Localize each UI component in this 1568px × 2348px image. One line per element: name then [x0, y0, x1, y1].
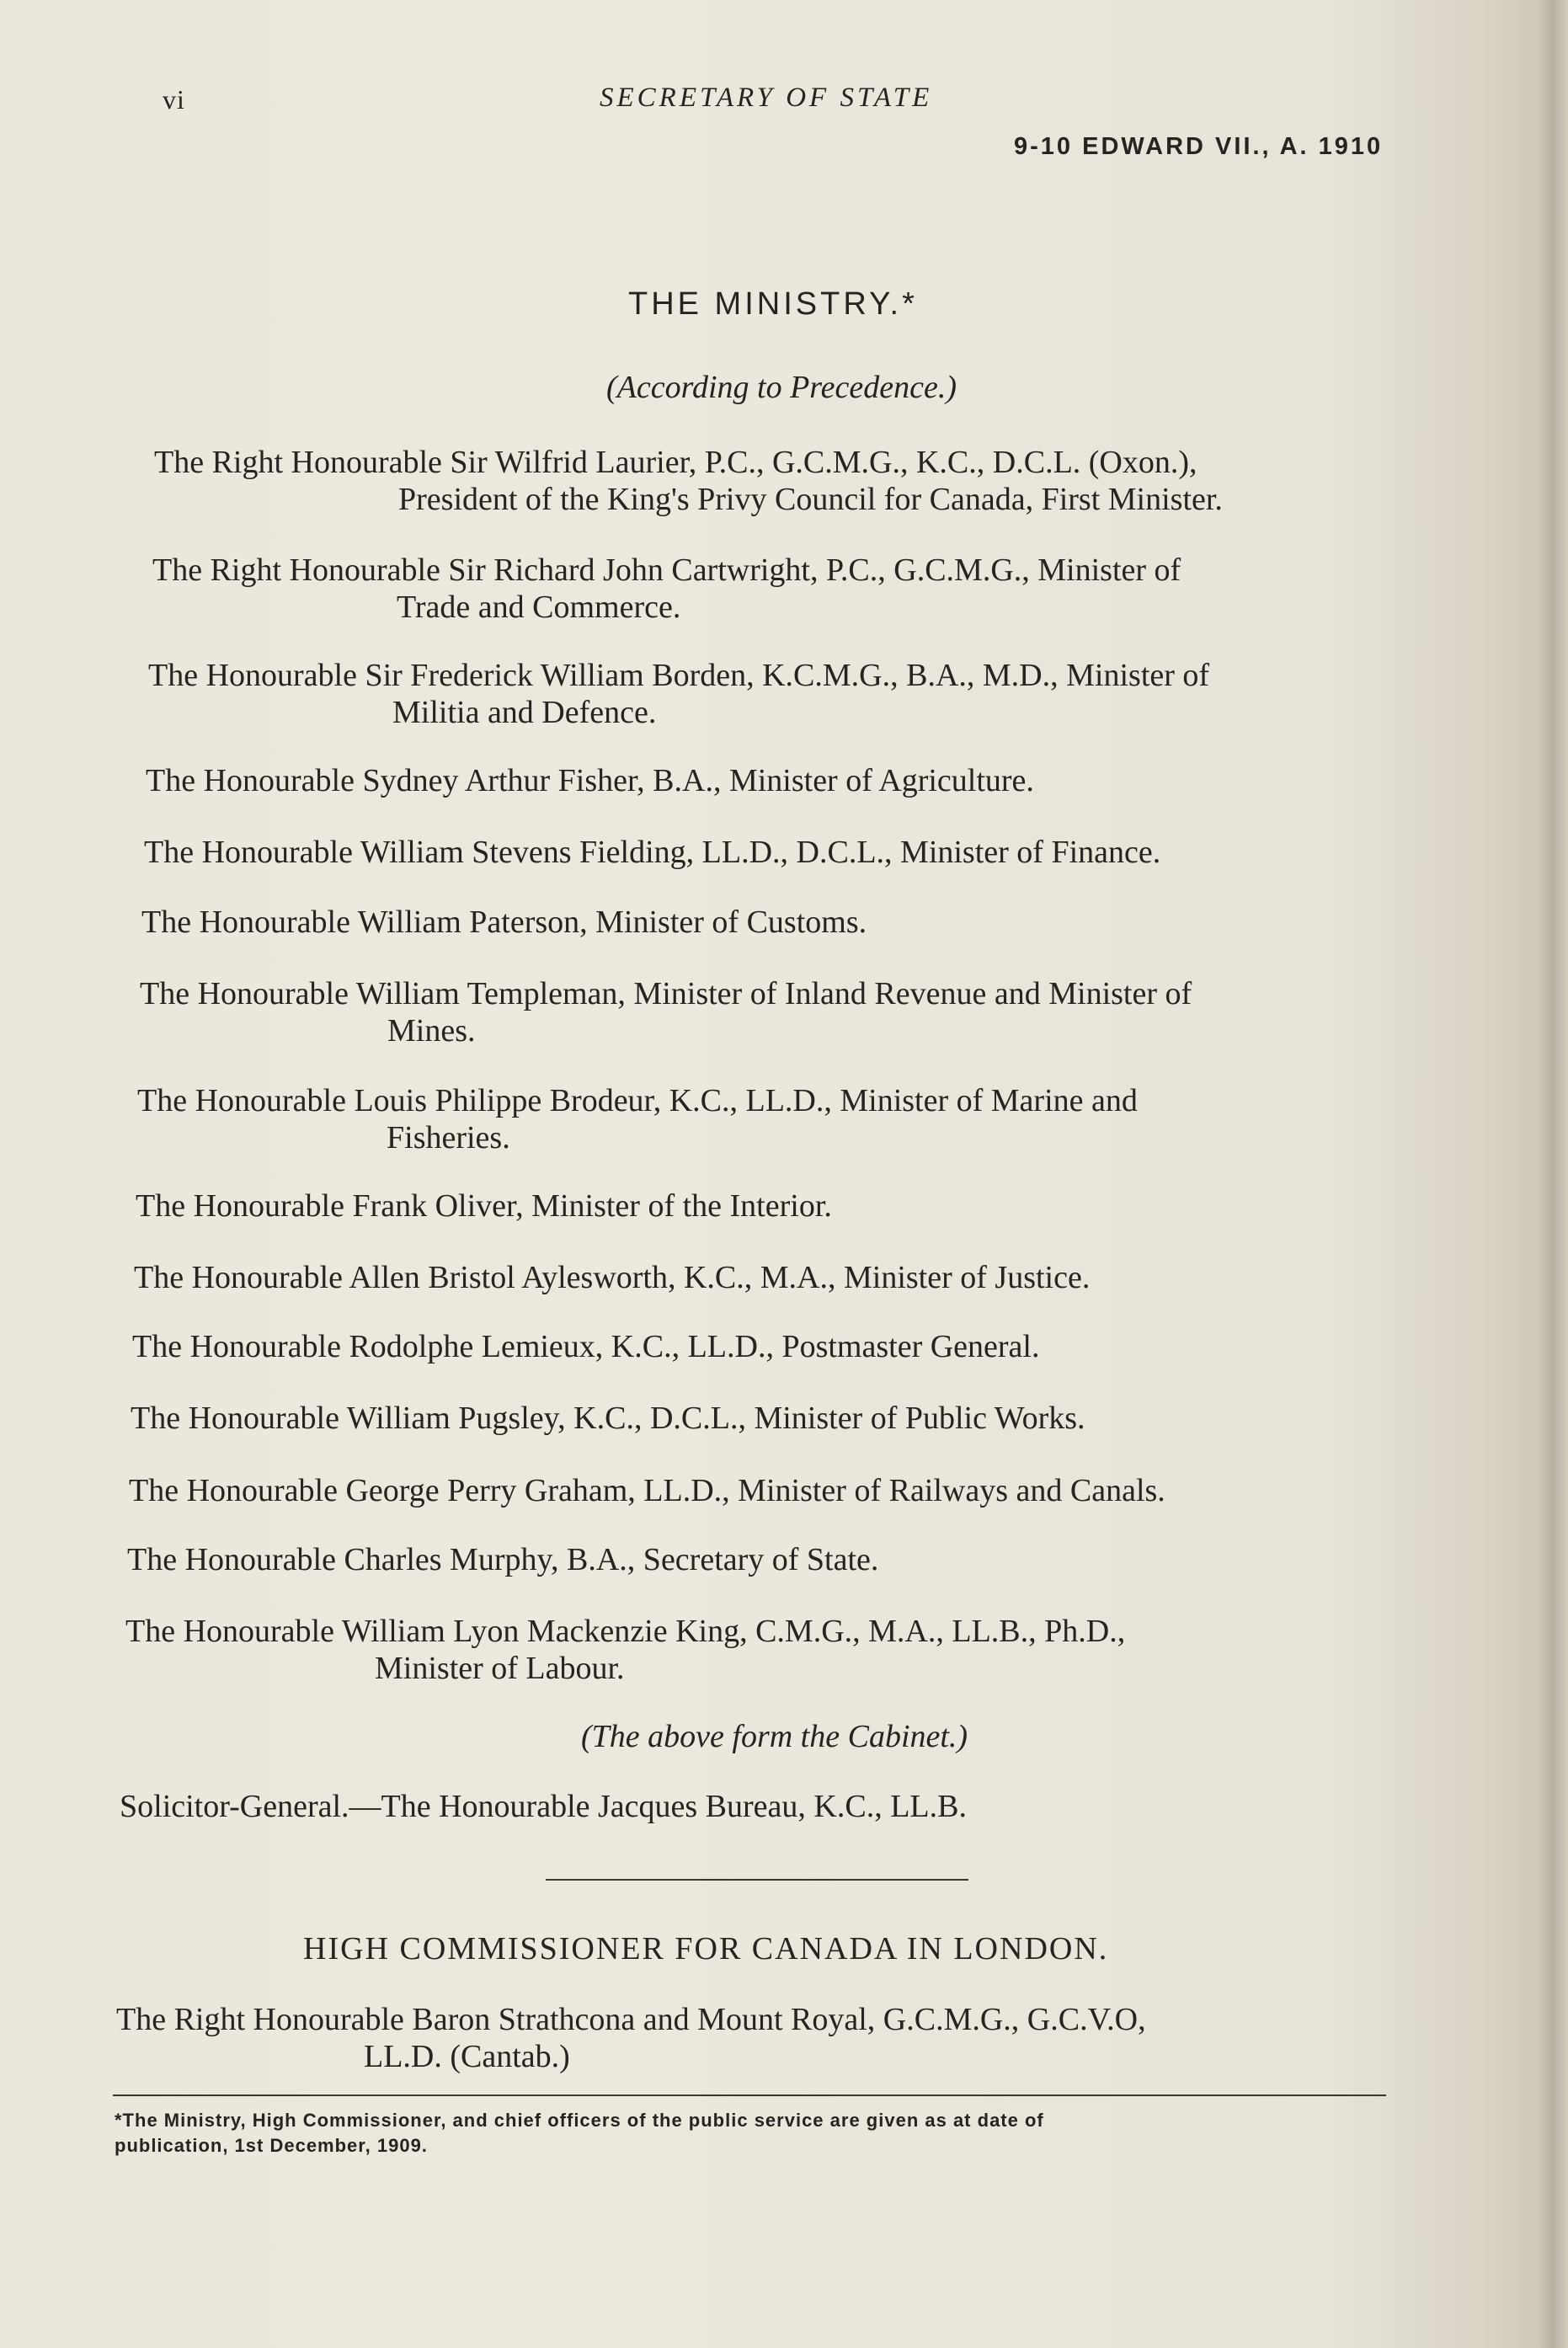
ministry-entry — [131, 1400, 1085, 1437]
entry-line: The Honourable George Perry Graham, LL.D., Minister of Railways and Canals. — [129, 1473, 1165, 1508]
ministry-entry — [148, 657, 1209, 731]
ministry-entry — [137, 1082, 1138, 1156]
entry-line: The Right Honourable Baron Strathcona and Mount Royal, G.C.M.G., G.C.V.O, — [116, 2002, 1146, 2037]
ministry-entry — [134, 1259, 1090, 1296]
ministry-entry — [146, 762, 1034, 799]
entry-line: The Honourable Rodolphe Lemieux, K.C., LL.D., Postmaster General. — [132, 1329, 1040, 1364]
entry-line: President of the King's Privy Council for Canada, First Minister. — [398, 482, 1223, 517]
entry-line: The Honourable William Templeman, Minister of Inland Revenue and Minister of — [140, 976, 1192, 1011]
entry-line: Trade and Commerce. — [397, 590, 681, 625]
entry-line: The Honourable William Paterson, Minister of Customs. — [141, 905, 867, 940]
entry-line: The Right Honourable Sir Wilfrid Laurier, P.C., G.C.M.G., K.C., D.C.L. (Oxon.), — [154, 445, 1197, 480]
entry-line: The Honourable Sir Frederick William Borden, K.C.M.G., B.A., M.D., Minister of — [148, 658, 1210, 693]
entry-line: Mines. — [387, 1013, 476, 1049]
entry-line: The Honourable William Pugsley, K.C., D.C.L., Minister of Public Works. — [131, 1401, 1085, 1436]
ministry-entry — [141, 904, 867, 941]
footnote — [115, 2108, 1044, 2159]
entry-line: Minister of Labour. — [375, 1651, 625, 1686]
running-title: SECRETARY OF STATE — [600, 83, 933, 113]
high-commissioner-title: HIGH COMMISSIONER FOR CANADA IN LONDON. — [303, 1931, 1109, 1966]
page-number: vi — [163, 84, 185, 115]
ministry-entry — [144, 834, 1160, 871]
entry-line: The Honourable William Stevens Fielding, LL.D., D.C.L., Minister of Finance. — [144, 835, 1161, 870]
ministry-entry — [125, 1613, 1125, 1687]
session-header: 9-10 EDWARD VII., A. 1910 — [1014, 133, 1384, 160]
ministry-entry — [136, 1187, 832, 1225]
ministry-entry — [140, 975, 1192, 1049]
entry-line: The Honourable Allen Bristol Aylesworth, K.C., M.A., Minister of Justice. — [134, 1260, 1091, 1295]
entry-line: The Honourable Louis Philippe Brodeur, K.C., LL.D., Minister of Marine and — [137, 1083, 1138, 1118]
ministry-entry — [152, 552, 1181, 626]
ministry-entry — [132, 1328, 1039, 1365]
ministry-entry — [129, 1472, 1165, 1509]
entry-line: The Honourable William Lyon Mackenzie King, C.M.G., M.A., LL.B., Ph.D., — [125, 1614, 1126, 1649]
entry-line: The Honourable Frank Oliver, Minister of the Interior. — [136, 1188, 832, 1224]
ministry-entry — [127, 1541, 878, 1578]
entry-line: LL.D. (Cantab.) — [364, 2039, 570, 2074]
entry-line: The Honourable Charles Murphy, B.A., Secretary of State. — [127, 1542, 879, 1577]
entry-line: The Right Honourable Sir Richard John Cartwright, P.C., G.C.M.G., Minister of — [152, 552, 1181, 588]
high-commissioner-entry — [116, 2001, 1146, 2075]
solicitor-general: Solicitor-General.—The Honourable Jacques Bureau, K.C., LL.B. — [120, 1789, 967, 1824]
footnote-line: *The Ministry, High Commissioner, and chief officers of the public service are given as at date of — [115, 2110, 1044, 2131]
entry-line: The Honourable Sydney Arthur Fisher, B.A., Minister of Agriculture. — [146, 763, 1034, 798]
page-edge — [1539, 0, 1568, 2348]
footnote-line: publication, 1st December, 1909. — [115, 2135, 428, 2156]
ministry-title: THE MINISTRY.* — [628, 286, 918, 322]
entry-line: Fisheries. — [387, 1120, 510, 1155]
section-divider — [546, 1879, 968, 1881]
entry-line: Militia and Defence. — [392, 695, 657, 730]
footnote-rule — [113, 2095, 1386, 2096]
ministry-entry — [154, 444, 1223, 518]
ministry-subtitle: (According to Precedence.) — [606, 370, 957, 405]
cabinet-note: (The above form the Cabinet.) — [581, 1719, 968, 1754]
